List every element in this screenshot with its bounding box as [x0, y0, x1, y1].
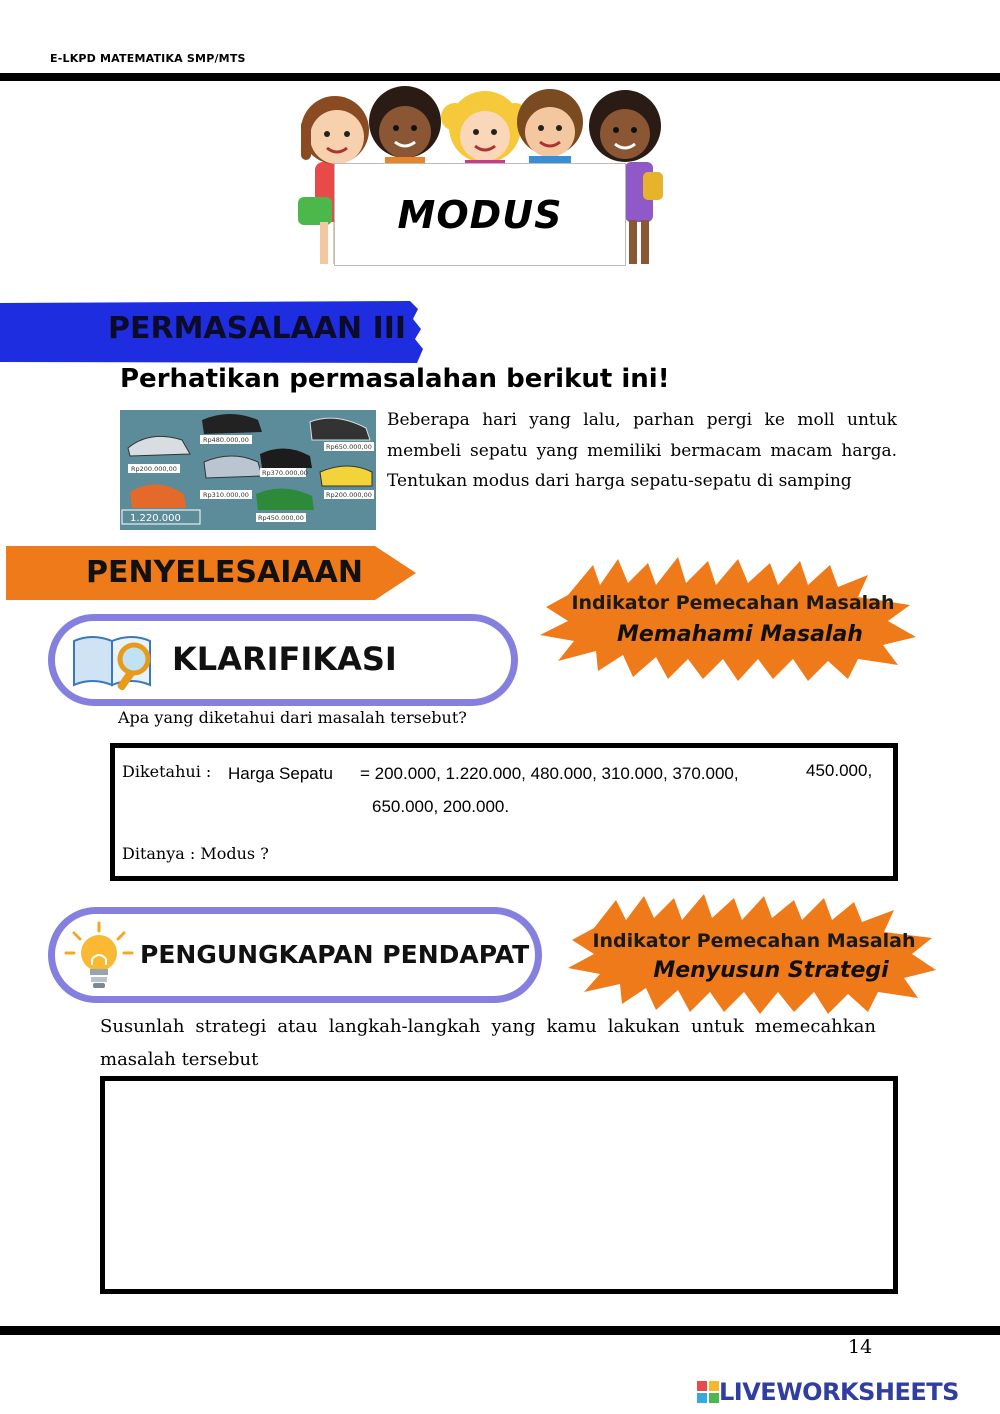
- indicator-2-value: Menyusun Strategi: [653, 958, 889, 983]
- top-rule: [0, 73, 1000, 81]
- price-tag: Rp310.000,00: [203, 491, 249, 499]
- title-sign-text: MODUS: [397, 192, 563, 237]
- title-sign: [334, 163, 626, 266]
- indicator-1-label: Indikator Pemecahan Masalah: [571, 592, 895, 614]
- strategy-answer-box[interactable]: [100, 1076, 898, 1294]
- problem-banner-title: PERMASALAAN III: [108, 311, 407, 346]
- price-tag: Rp650.000,00: [326, 443, 372, 451]
- header-label: E-LKPD MATEMATIKA SMP/MTS: [50, 52, 246, 65]
- bottom-rule: [0, 1326, 1000, 1335]
- pendapat-instruction: Susunlah strategi atau langkah-langkah yang kamu lakukan untuk memecahkan masalah tersebut: [100, 1016, 876, 1070]
- price-tag: Rp370.000,00: [262, 469, 308, 477]
- book-magnifier-icon: [70, 627, 160, 693]
- liveworksheets-text: LIVEWORKSHEETS: [719, 1378, 959, 1406]
- liveworksheets-logo: [697, 1378, 959, 1406]
- asked-text: Ditanya : Modus ?: [122, 844, 269, 863]
- lightbulb-icon: [64, 921, 134, 993]
- page-number: 14: [848, 1336, 873, 1358]
- price-tag: 1.220.000: [130, 513, 181, 524]
- klarifikasi-title: KLARIFIKASI: [172, 640, 397, 678]
- known-values-extra: 450.000,: [806, 761, 873, 780]
- known-label: Diketahui :: [122, 762, 212, 781]
- problem-subheading: Perhatikan permasalahan berikut ini!: [120, 364, 670, 394]
- strategy-answer-text: [105, 1081, 893, 1101]
- indicator-2-label: Indikator Pemecahan Masalah: [592, 930, 916, 952]
- liveworksheets-icon: [697, 1381, 719, 1403]
- problem-paragraph: Beberapa hari yang lalu, parhan pergi ke moll untuk membeli sepatu yang memiliki bermacam macam harga. Tentukan modus dari harga sepatu-sepatu di samping: [387, 410, 897, 491]
- price-tag: Rp480.000,00: [203, 436, 249, 444]
- known-item: Harga Sepatu: [228, 764, 333, 783]
- solution-banner-title: PENYELESAIAAN: [86, 555, 363, 590]
- klarifikasi-question: Apa yang diketahui dari masalah tersebut?: [118, 708, 467, 727]
- shoes-image: [120, 410, 376, 530]
- known-values-line1: = 200.000, 1.220.000, 480.000, 310.000, 370.000,: [360, 764, 739, 783]
- kid-3: [441, 91, 529, 174]
- indicator-1-value: Memahami Masalah: [617, 622, 863, 647]
- price-tag: Rp200.000,00: [326, 491, 372, 499]
- price-tag: Rp200.000,00: [131, 465, 177, 473]
- indicator-splash-bg: [566, 892, 936, 1017]
- known-values-line2: 650.000, 200.000.: [372, 797, 510, 816]
- indicator-splash-bg: [538, 555, 918, 685]
- price-tag: Rp450.000,00: [258, 514, 304, 522]
- pendapat-title: PENGUNGKAPAN PENDAPAT: [140, 940, 530, 969]
